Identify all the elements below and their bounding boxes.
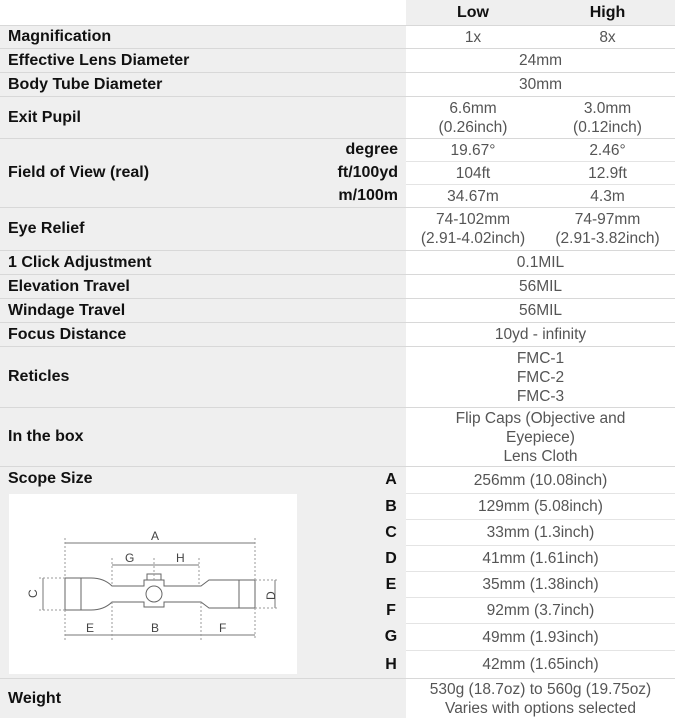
fov-degree-low: 19.67° [406, 139, 540, 161]
dim-value: 41mm (1.61inch) [406, 546, 675, 571]
dim-letter: E [385, 575, 397, 593]
row-divider [0, 138, 675, 139]
in-the-box-line: Lens Cloth [503, 447, 578, 465]
header-blank [0, 0, 406, 25]
turret-knob [146, 586, 162, 602]
diagram-label-h: H [176, 551, 185, 565]
weight-line-1: 530g (18.7oz) to 560g (19.75oz) [429, 680, 652, 698]
scope-size-label: Scope Size [8, 470, 93, 487]
elevation-travel-label: Elevation Travel [0, 275, 406, 298]
dim-letter: H [385, 655, 397, 673]
exit-pupil-low [406, 97, 540, 138]
dim-value: 49mm (1.93inch) [406, 624, 675, 650]
click-adjustment-label: 1 Click Adjustment [0, 251, 406, 274]
row-divider [0, 407, 675, 408]
eye-relief-high [540, 208, 675, 250]
diagram-label-e: E [86, 621, 95, 635]
exit-pupil-low-inch: (0.26inch) [438, 118, 508, 136]
dim-letter: D [385, 549, 397, 567]
row-divider [0, 207, 675, 208]
row-divider [0, 274, 675, 275]
eye-relief-low-mm: 74-102mm [435, 211, 511, 228]
reticle-item: FMC-2 [516, 368, 565, 386]
windage-travel-label: Windage Travel [0, 299, 406, 322]
row-divider [0, 322, 675, 323]
exit-pupil-low-mm: 6.6mm [449, 99, 497, 117]
scope-diagram [9, 494, 297, 674]
row-divider [0, 346, 675, 347]
effective-lens-diameter-label: Effective Lens Diameter [0, 49, 406, 72]
reticle-item: FMC-1 [516, 349, 565, 367]
exit-pupil-high [540, 97, 675, 138]
diagram-label-b: B [151, 621, 160, 635]
eye-relief-low [406, 208, 540, 250]
row-divider [0, 298, 675, 299]
row-divider [0, 250, 675, 251]
scope-outline [65, 578, 255, 610]
click-adjustment-value: 0.1MIL [406, 251, 675, 274]
dim-value: 92mm (3.7inch) [406, 598, 675, 623]
diagram-label-f: F [219, 621, 227, 635]
row-divider [0, 678, 675, 679]
exit-pupil-label: Exit Pupil [0, 97, 406, 138]
fov-degree-high: 2.46° [540, 139, 675, 161]
body-tube-diameter-value: 30mm [406, 73, 675, 96]
focus-distance-value: 10yd - infinity [406, 323, 675, 346]
row-divider [0, 96, 675, 97]
diagram-label-c: C [26, 589, 40, 598]
scope-size-block [0, 467, 406, 679]
sub-divider [406, 545, 675, 546]
body-tube-diameter-label: Body Tube Diameter [0, 73, 406, 96]
windage-travel-value: 56MIL [406, 299, 675, 322]
header-low: Low [457, 3, 489, 21]
dim-letter: G [384, 628, 398, 645]
fov-ft100yd-unit: ft/100yd [337, 164, 398, 181]
header-high: High [589, 3, 626, 21]
scope-diagram-panel [9, 494, 297, 674]
dim-value: 256mm (10.08inch) [406, 467, 675, 493]
dim-letter: A [385, 471, 397, 488]
magnification-high: 8x [540, 26, 675, 48]
weight-label: Weight [0, 679, 406, 718]
header-row [0, 0, 675, 25]
sub-divider [406, 184, 675, 185]
row-divider [0, 72, 675, 73]
in-the-box-label: In the box [0, 408, 406, 466]
exit-pupil-high-inch: (0.12inch) [573, 118, 642, 136]
fov-degree-unit: degree [345, 141, 398, 158]
focus-distance-label: Focus Distance [0, 323, 406, 346]
dim-letter: B [385, 497, 397, 515]
diagram-label-a: A [151, 529, 160, 543]
eye-relief-high-inch: (2.91-3.82inch) [555, 230, 660, 247]
fov-m100m-low: 34.67m [406, 185, 540, 207]
fov-m100m-high: 4.3m [540, 185, 675, 207]
in-the-box-line: Eyepiece) [506, 428, 575, 446]
in-the-box-value [406, 408, 675, 466]
row-divider [0, 48, 675, 49]
weight-value [406, 679, 675, 718]
sub-divider [406, 493, 675, 494]
reticles-label: Reticles [0, 347, 406, 407]
magnification-low: 1x [406, 26, 540, 48]
elevation-travel-value: 56MIL [406, 275, 675, 298]
sub-divider [406, 161, 675, 162]
fov-m100m-unit: m/100m [338, 187, 398, 204]
sub-divider [406, 623, 675, 624]
row-divider [0, 466, 675, 467]
field-of-view-label: Field of View (real) [0, 139, 406, 207]
weight-line-2: Varies with options selected [445, 699, 636, 717]
row-divider [0, 25, 675, 26]
diagram-label-d: D [264, 591, 278, 600]
sub-divider [406, 597, 675, 598]
diagram-label-g: G [125, 551, 135, 565]
dim-letter: C [385, 523, 397, 541]
magnification-label: Magnification [0, 26, 406, 48]
eye-relief-high-mm: 74-97mm [574, 211, 641, 228]
dim-letter: F [386, 601, 396, 619]
reticles-value [406, 347, 675, 407]
eye-relief-label: Eye Relief [0, 208, 406, 250]
fov-ft100yd-low: 104ft [406, 162, 540, 184]
sub-divider [406, 571, 675, 572]
effective-lens-diameter-value: 24mm [406, 49, 675, 72]
exit-pupil-high-mm: 3.0mm [583, 99, 632, 117]
in-the-box-line: Flip Caps (Objective and [455, 409, 626, 427]
sub-divider [406, 650, 675, 651]
dim-value: 42mm (1.65inch) [406, 651, 675, 678]
dim-value: 35mm (1.38inch) [406, 572, 675, 597]
dim-value: 129mm (5.08inch) [406, 494, 675, 519]
eye-relief-low-inch: (2.91-4.02inch) [420, 230, 526, 247]
dim-value: 33mm (1.3inch) [406, 520, 675, 545]
sub-divider [406, 519, 675, 520]
fov-ft100yd-high: 12.9ft [540, 162, 675, 184]
reticle-item: FMC-3 [516, 387, 565, 405]
